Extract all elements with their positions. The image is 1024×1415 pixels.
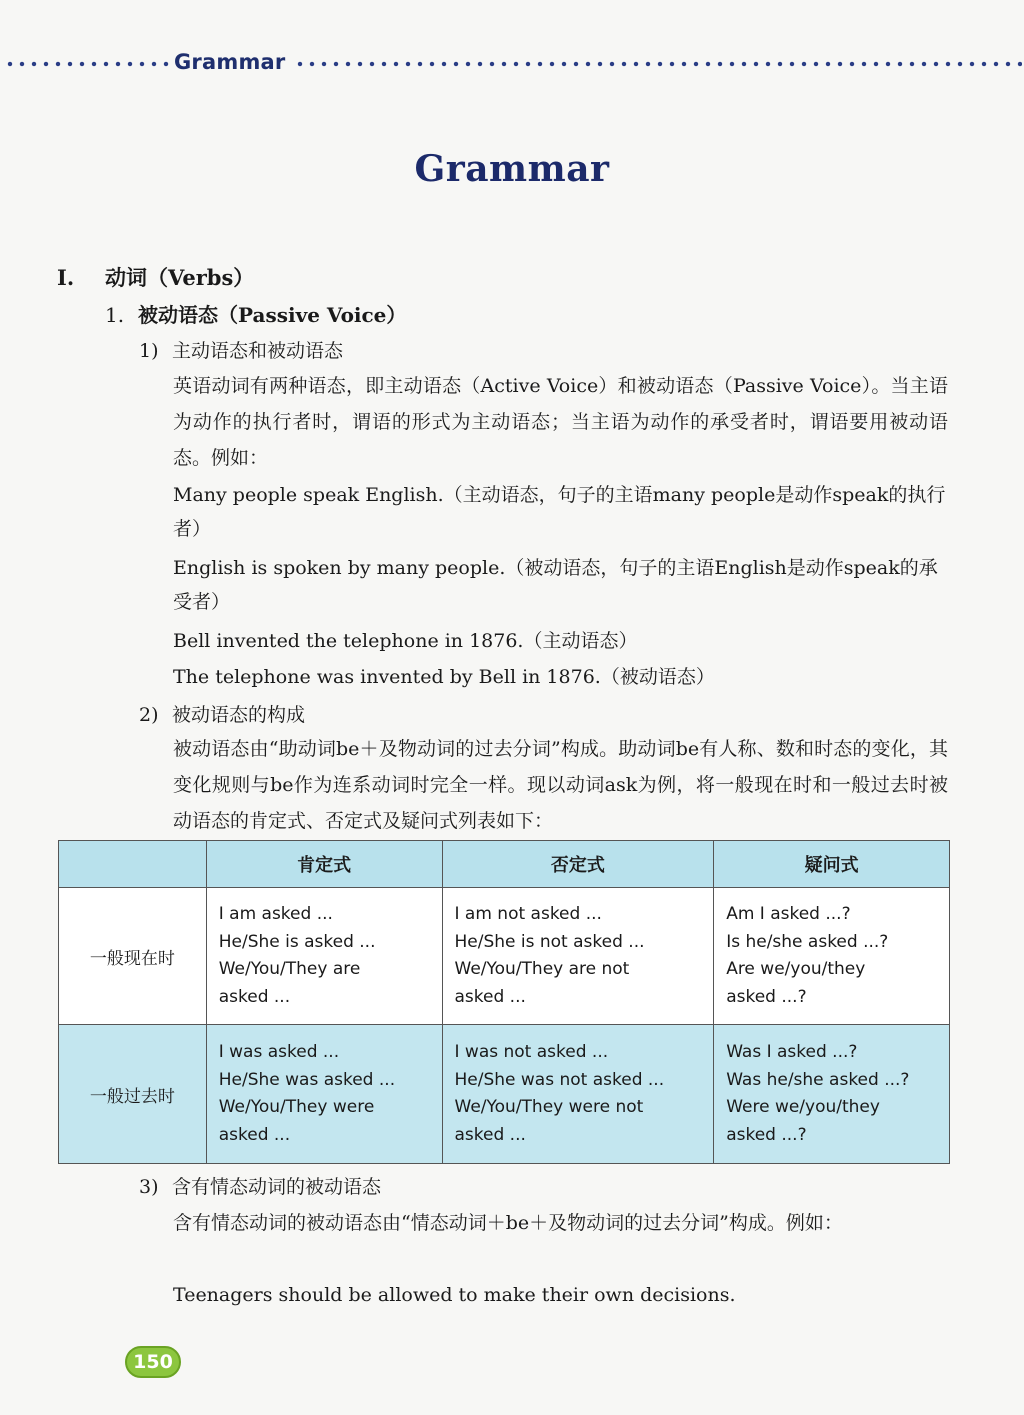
part2-paragraph: 被动语态由“助动词be＋及物动词的过去分词”构成。助动词be有人称、数和时态的变化，其变化规则与be作为连系动词时完全一样。现以动词ask为例，将一般现在时和一般过去时被动语态的肯定式、否定式及疑问式列表如下： — [173, 738, 948, 832]
example-sentence: Many people speak English.（主动语态，句子的主语many people是动作speak的执行者） — [173, 484, 946, 540]
part3-heading — [139, 1172, 381, 1199]
table-header-negative: 否定式 — [442, 841, 714, 888]
part1-title: 主动语态和被动语态 — [172, 340, 344, 362]
section-heading — [57, 262, 254, 292]
part2-title: 被动语态的构成 — [172, 704, 306, 726]
subsection-number: 1. — [105, 303, 125, 327]
table-cell: I am asked ... He/She is asked ... We/You/They are asked ... — [206, 888, 442, 1025]
table-header-row — [59, 841, 950, 888]
table-header-affirmative: 肯定式 — [206, 841, 442, 888]
header-section-label: Grammar — [174, 50, 286, 74]
passive-voice-table — [58, 840, 950, 1164]
page-title: Grammar — [414, 148, 610, 190]
part3-number: 3) — [139, 1176, 159, 1198]
table-row — [59, 1025, 950, 1164]
part3-paragraph: 含有情态动词的被动语态由“情态动词＋be＋及物动词的过去分词”构成。例如： — [173, 1212, 843, 1234]
example-sentence: The telephone was invented by Bell in 1876.（被动语态） — [173, 666, 715, 688]
section-number: I. — [57, 265, 75, 290]
header-dots-left — [4, 61, 170, 67]
header-dots-right — [294, 61, 1022, 67]
page-number-badge: 150 — [125, 1346, 181, 1378]
part1-heading — [139, 336, 343, 363]
row-label-past: 一般过去时 — [59, 1025, 207, 1164]
example-sentence: Teenagers should be allowed to make their own decisions. — [173, 1284, 736, 1306]
row-label-present: 一般现在时 — [59, 888, 207, 1025]
section-title: 动词（Verbs） — [105, 265, 255, 290]
part1-number: 1) — [139, 340, 159, 362]
part3-title: 含有情态动词的被动语态 — [172, 1176, 382, 1198]
part1-paragraph: 英语动词有两种语态，即主动语态（Active Voice）和被动语态（Passive Voice）。当主语为动作的执行者时，谓语的形式为主动语态；当主语为动作的承受者时，谓语要用被动语态。例如： — [173, 375, 948, 469]
part2-number: 2) — [139, 704, 159, 726]
example-sentence: English is spoken by many people.（被动语态，句子的主语English是动作speak的承受者） — [173, 557, 938, 613]
subsection-heading — [105, 299, 406, 328]
subsection-title: 被动语态（Passive Voice） — [138, 303, 407, 327]
table-header-corner — [59, 841, 207, 888]
table-row — [59, 888, 950, 1025]
table-cell: I was not asked ... He/She was not asked ... We/You/They were not asked ... — [442, 1025, 714, 1164]
part2-heading — [139, 700, 305, 727]
example-sentence: Bell invented the telephone in 1876.（主动语态） — [173, 630, 638, 652]
table-cell: I was asked ... He/She was asked ... We/You/They were asked ... — [206, 1025, 442, 1164]
table-cell: I am not asked ... He/She is not asked ... We/You/They are not asked ... — [442, 888, 714, 1025]
table-header-interrogative: 疑问式 — [714, 841, 950, 888]
table-cell: Am I asked ...? Is he/she asked ...? Are we/you/they asked ...? — [714, 888, 950, 1025]
table-cell: Was I asked ...? Was he/she asked ...? Were we/you/they asked ...? — [714, 1025, 950, 1164]
running-header — [0, 48, 1024, 76]
